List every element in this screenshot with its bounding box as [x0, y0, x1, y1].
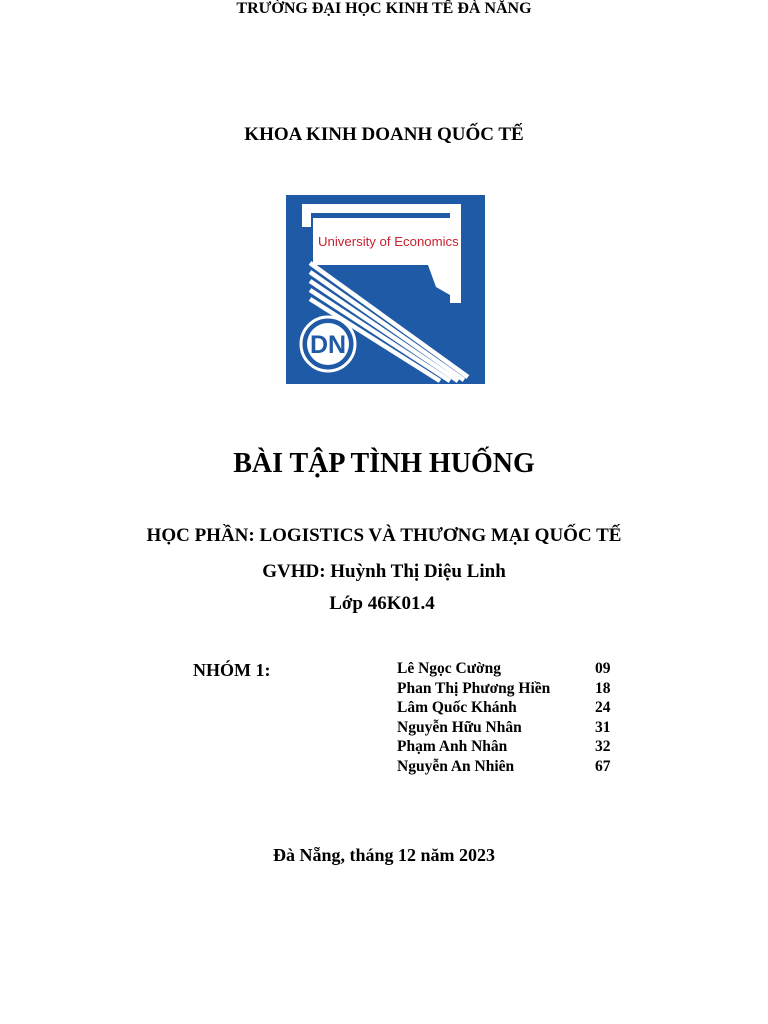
logo-text: University of Economics [318, 234, 459, 249]
member-name: Phạm Anh Nhân [397, 738, 508, 756]
university-name: TRƯỜNG ĐẠI HỌC KINH TẾ ĐÀ NẴNG [236, 0, 532, 17]
course-name: HỌC PHẦN: LOGISTICS VÀ THƯƠNG MẠI QUỐC TẾ [146, 525, 622, 546]
member-row [397, 698, 627, 718]
member-name: Lê Ngọc Cường [397, 660, 501, 677]
dn-emblem [301, 317, 355, 371]
member-list [397, 659, 627, 777]
emblem-text: DN [309, 331, 347, 359]
member-number: 32 [595, 738, 611, 756]
member-number: 09 [595, 660, 611, 677]
class-name: Lớp 46K01.4 [329, 593, 435, 614]
member-row [397, 718, 627, 738]
supervisor: GVHD: Huỳnh Thị Diệu Linh [262, 561, 506, 582]
member-name: Nguyễn Hữu Nhân [397, 718, 522, 736]
member-number: 31 [595, 718, 611, 736]
member-row [397, 659, 627, 679]
member-number: 67 [595, 757, 611, 775]
report-title: BÀI TẬP TÌNH HUỐNG [233, 448, 535, 479]
member-name: Nguyễn An Nhiên [397, 757, 515, 775]
member-number: 18 [595, 679, 611, 697]
member-row [397, 679, 627, 699]
group-label: NHÓM 1: [193, 660, 271, 680]
member-name: Lâm Quốc Khánh [397, 699, 517, 717]
member-number: 24 [595, 699, 611, 717]
place-date: Đà Nẵng, tháng 12 năm 2023 [272, 845, 496, 865]
member-row [397, 737, 627, 757]
member-name: Phan Thị Phương Hiền [397, 679, 551, 697]
faculty-name: KHOA KINH DOANH QUỐC TẾ [244, 124, 524, 145]
member-row [397, 757, 627, 777]
university-logo [286, 195, 485, 384]
